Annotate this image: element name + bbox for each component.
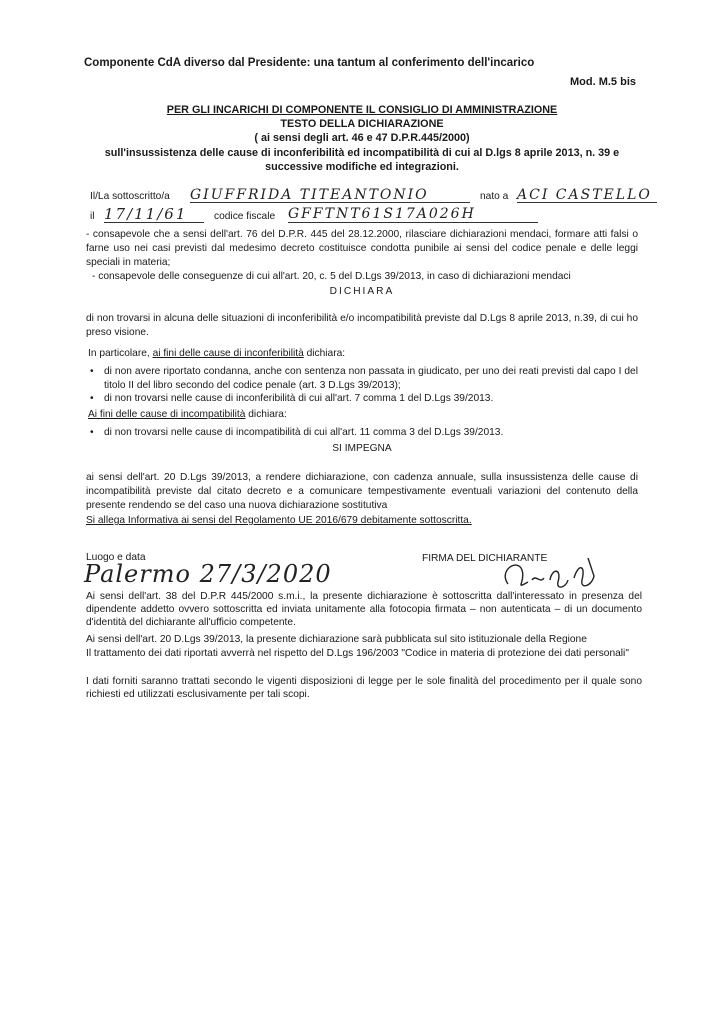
particolare-prefix: In particolare, [88, 348, 153, 359]
dichiara-heading: DICHIARA [329, 286, 395, 297]
footer-note-4: I dati forniti saranno trattati secondo le vigenti disposizioni di legge per le sole finalità del procedimento per il quale sono richiesti ed utilizzati esclusivamente per tali scopi. [86, 676, 642, 700]
title-line-4: sull'insussistenza delle cause di inconferibilità ed incompatibilità di cui al D.lgs 8 aprile 2013, n. 39 e [104, 147, 620, 159]
footer-note-1: Ai sensi dell'art. 38 del D.P.R 445/2000 s.m.i., la presente dichiarazione è sottoscritta dall'interessato in presenza del dipendente addetto ovvero sottoscritta ed inviata unitamente alla fotocopia firmata – non autenticata – di un documento d'identità del dichiarante all'ufficio competente. [86, 591, 642, 628]
label-nato: nato a [480, 191, 509, 202]
luogo-data-label: Luogo e data [86, 552, 146, 563]
firma-label: FIRMA DEL DICHIARANTE [422, 553, 548, 564]
name-field [190, 186, 470, 203]
particolare-underlined: ai fini delle cause di inconferibilità [152, 348, 304, 359]
luogo-data-handwritten: Palermo 27/3/2020 [84, 560, 332, 588]
premise-1: - consapevole che a sensi dell'art. 76 del D.P.R. 445 del 28.12.2000, rilasciare dichiarazioni mendaci, formare atti falsi o farne uso nei casi previsti dal medesimo decreto costituisce condotta punibile ai sensi del codice penale e delle leggi speciali in materia; [86, 229, 638, 268]
codice-fiscale-handwritten: GFFTNT61S17A026H [288, 206, 476, 222]
label-sottoscritto: Il/La sottoscritto/a [90, 191, 170, 202]
label-codice-fiscale: codice fiscale [214, 211, 276, 222]
bullet-inconferibilita-2: • di non trovarsi nelle cause di inconferibilità di cui all'art. 7 comma 1 del D.Lgs 39/2013. [104, 392, 638, 406]
birthplace-field [517, 186, 657, 203]
footer-note-3: Il trattamento dei dati riportati avverrà nel rispetto del D.Lgs 196/2003 "Codice in materia di protezione dei dati personali" [86, 648, 629, 659]
birthdate-handwritten: 17/11/61 [104, 205, 188, 223]
impegna-text: ai sensi dell'art. 20 D.Lgs 39/2013, a rendere dichiarazione, con cadenza annuale, sulla insussistenza delle cause di incompatibilità previste dal citato decreto e a comunicare tempestivamente eventuali variazioni del contenuto della presente rendendo se del caso una nuova dichiarazione sostitutiva [86, 472, 638, 511]
footer-note-2: Ai sensi dell'art. 20 D.Lgs 39/2013, la presente dichiarazione sarà pubblicata sul sito istituzionale della Regione [86, 634, 587, 645]
dichiara-intro: di non trovarsi in alcuna delle situazioni di inconferibilità e/o incompatibilità previste dal D.Lgs 8 aprile 2013, n.39, di cui ho preso visione. [86, 313, 638, 338]
incompatibilita-suffix: dichiara: [245, 409, 287, 420]
title-line-1: PER GLI INCARICHI DI COMPONENTE IL CONSIGLIO DI AMMINISTRAZIONE [166, 104, 558, 116]
incompatibilita-underlined: Ai fini delle cause di incompatibilità [88, 409, 246, 420]
particolare-line [88, 347, 345, 361]
codice-fiscale-field [288, 205, 538, 223]
allegato-informativa: Si allega Informativa ai sensi del Regolamento UE 2016/679 debitamente sottoscritta. [86, 515, 472, 526]
title-line-3: ( ai sensi degli art. 46 e 47 D.P.R.445/2000) [254, 132, 470, 144]
premise-2: - consapevole delle conseguenze di cui all'art. 20, c. 5 del D.Lgs 39/2013, in caso di dichiarazioni mendaci [92, 271, 571, 282]
bullet-incompatibilita: • di non trovarsi nelle cause di incompatibilità di cui all'art. 11 comma 3 del D.Lgs 39/2013. [104, 426, 638, 440]
label-il: il [90, 211, 95, 222]
bullet-inconferibilita-1: • di non avere riportato condanna, anche con sentenza non passata in giudicato, per uno dei reati previsti dal capo I del titolo II del libro secondo del codice penale (art. 3 D.Lgs 39/2013); [104, 365, 638, 393]
name-handwritten: GIUFFRIDA TITEANTONIO [190, 187, 429, 203]
particolare-suffix: dichiara: [303, 348, 346, 359]
birthplace-handwritten: ACI CASTELLO [517, 187, 652, 203]
top-note: Componente CdA diverso dal Presidente: una tantum al conferimento dell'incarico [84, 57, 535, 69]
incompatibilita-line [88, 408, 287, 422]
date-field [104, 205, 204, 223]
model-code: Mod. M.5 bis [570, 76, 636, 88]
impegna-heading: SI IMPEGNA [332, 443, 392, 454]
title-line-5: successive modifiche ed integrazioni. [265, 161, 459, 173]
title-line-2: TESTO DELLA DICHIARAZIONE [280, 118, 444, 130]
